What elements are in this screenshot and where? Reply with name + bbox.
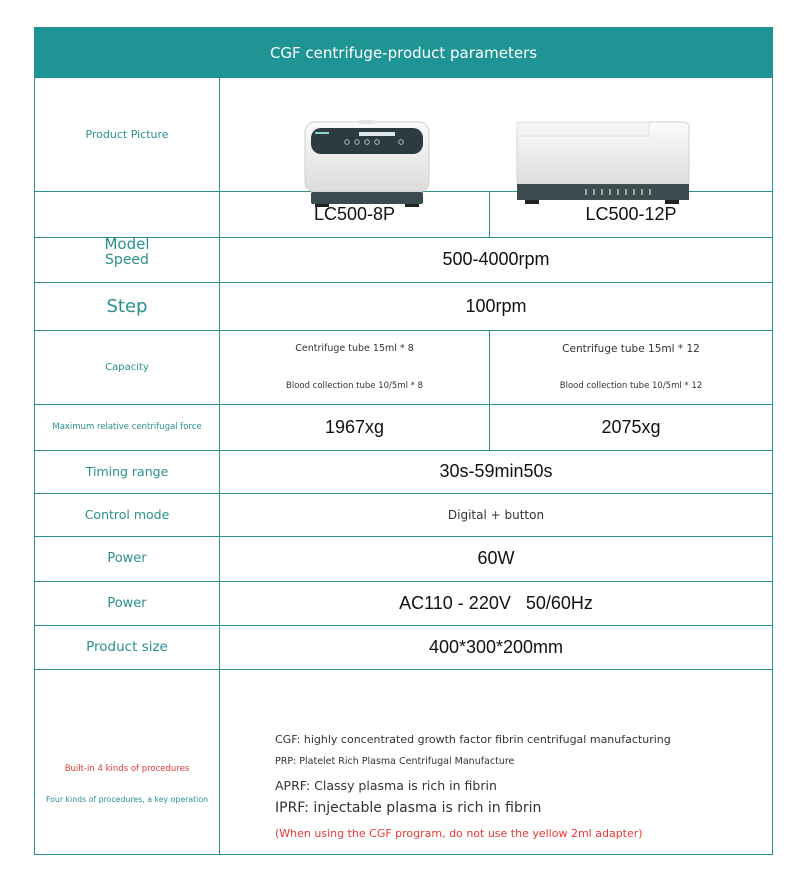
size-value: 400*300*200mm	[428, 636, 564, 657]
speed-value: 500-4000rpm	[442, 249, 550, 269]
capacity-12p-centrifuge: Centrifuge tube 15ml * 12	[562, 342, 700, 355]
cgf-warning-note: (When using the CGF program, do not use the yellow 2ml adapter)	[275, 827, 643, 840]
label-built-in-procedures: Built-in 4 kinds of procedures	[64, 764, 190, 774]
label-step: Step	[106, 295, 148, 317]
table-title: CGF centrifuge-product parameters	[35, 28, 772, 78]
model-8p: LC500-8P	[313, 203, 396, 224]
label-power: Power	[107, 551, 147, 566]
parameters-table	[34, 27, 773, 855]
timing-value: 30s-59min50s	[439, 461, 553, 481]
procedure-cgf: CGF: highly concentrated growth factor fibrin centrifugal manufacturing	[275, 733, 671, 746]
capacity-12p-blood: Blood collection tube 10/5ml * 12	[559, 380, 703, 391]
procedure-prp: PRP: Platelet Rich Plasma Centrifugal Manufacture	[275, 756, 515, 767]
label-timing-range: Timing range	[85, 464, 169, 479]
model-12p: LC500-12P	[585, 203, 677, 224]
label-product-picture: Product Picture	[85, 128, 169, 141]
label-capacity: Capacity	[105, 361, 149, 373]
procedure-aprf: APRF: Classy plasma is rich in fibrin	[275, 778, 497, 793]
row-divider	[35, 669, 772, 670]
capacity-8p-centrifuge: Centrifuge tube 15ml * 8	[295, 343, 414, 354]
rcf-12p: 2075xg	[601, 416, 661, 437]
label-speed: Speed	[105, 251, 149, 268]
label-power-supply: Power	[107, 595, 147, 611]
power-value: 60W	[477, 548, 515, 568]
label-key-operation: Four kinds of procedures, a key operation	[45, 794, 209, 804]
label-control-mode: Control mode	[84, 507, 170, 522]
label-product-size: Product size	[86, 639, 168, 655]
power-supply-value: AC110 - 220V 50/60Hz	[399, 592, 593, 613]
rcf-8p: 1967xg	[324, 416, 385, 437]
control-value: Digital + button	[447, 507, 545, 522]
procedure-iprf: IPRF: injectable plasma is rich in fibrin	[275, 800, 542, 816]
step-value: 100rpm	[465, 295, 527, 316]
label-max-rcf: Maximum relative centrifugal force	[52, 422, 202, 432]
label-model: Model	[104, 235, 150, 253]
capacity-8p-blood: Blood collection tube 10/5ml * 8	[285, 380, 423, 391]
